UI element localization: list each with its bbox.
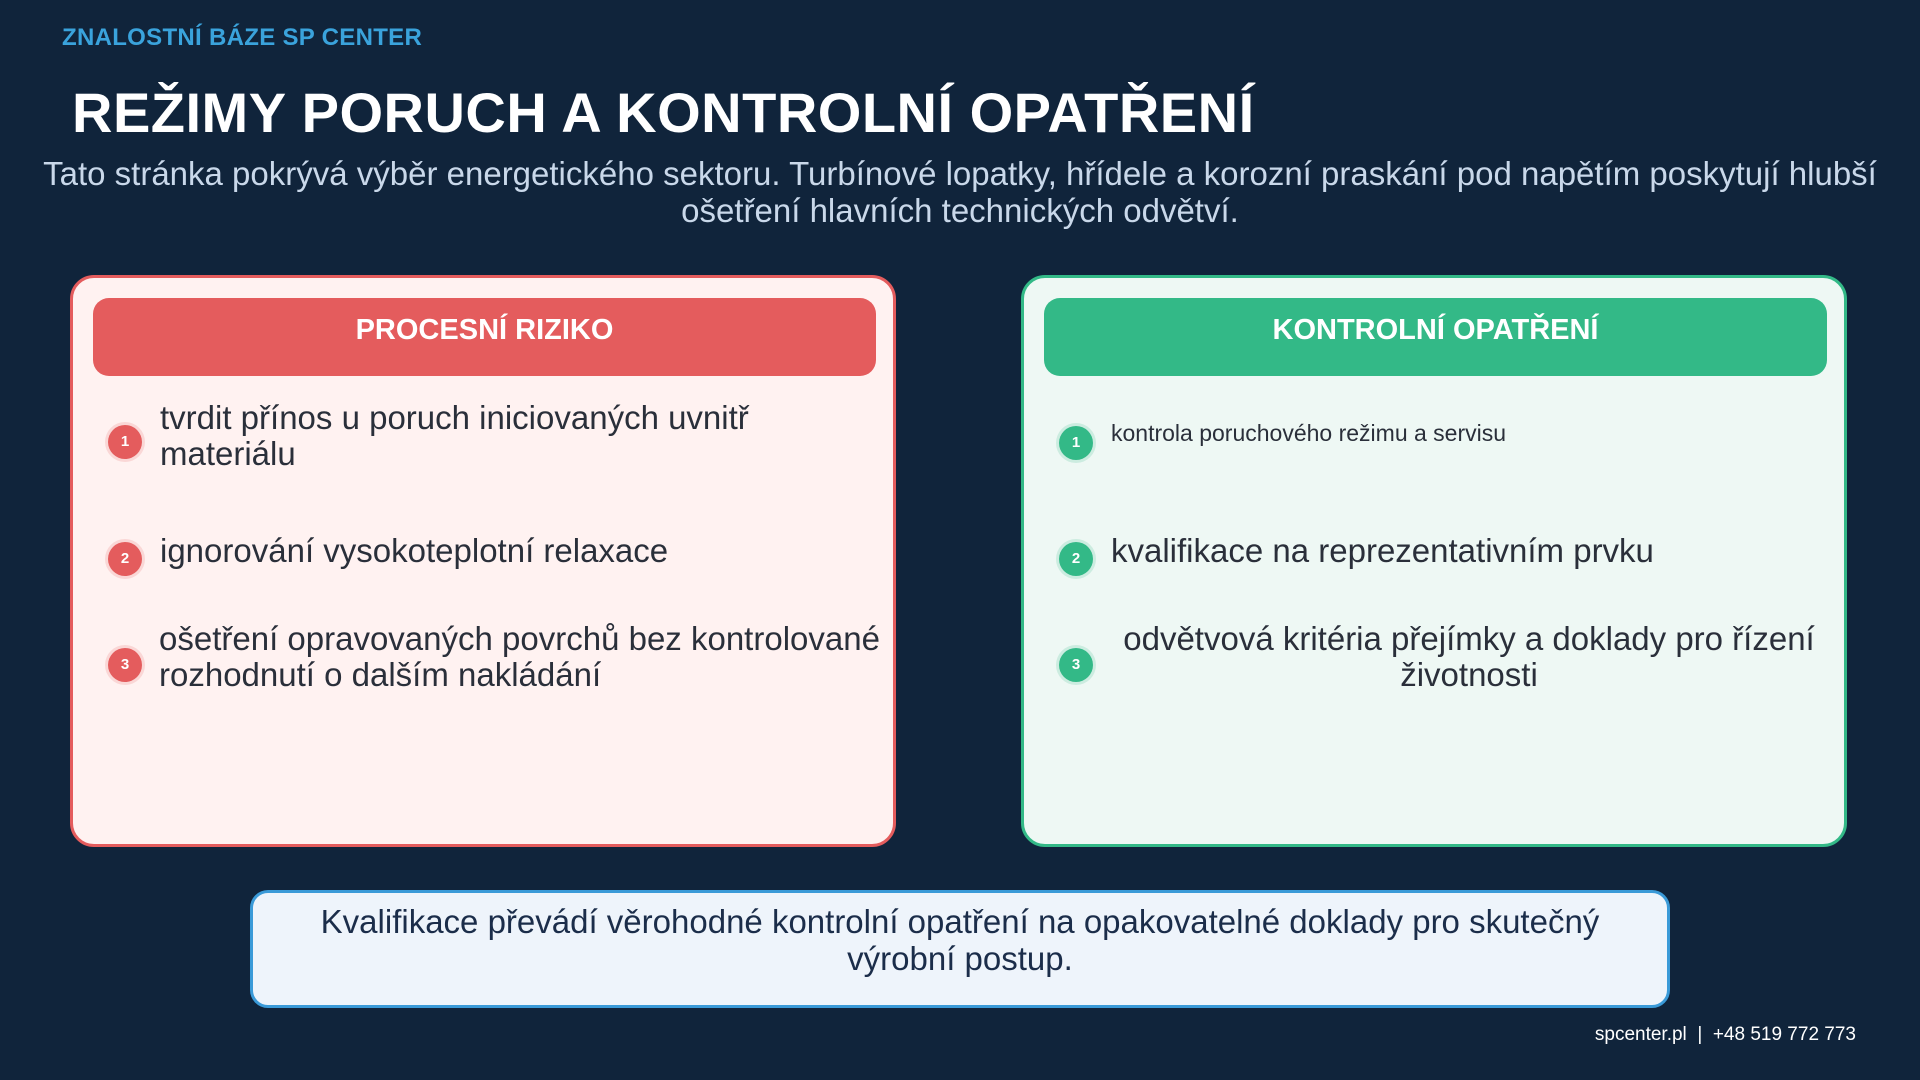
subtitle-line-2: ošetření hlavních technických odvětví. — [681, 192, 1239, 229]
risk-card — [70, 275, 896, 847]
risk-item — [73, 532, 899, 632]
control-item — [1024, 620, 1850, 738]
control-item-text: kvalifikace na reprezentativním prvku — [1111, 532, 1654, 569]
control-item — [1024, 532, 1850, 632]
control-item — [1024, 420, 1850, 516]
risk-item — [73, 400, 899, 490]
subtitle-line-1: Tato stránka pokrývá výběr energetického sektoru. Turbínové lopatky, hřídele a korozní praskání pod napětím poskytují hlubší — [43, 155, 1877, 192]
control-item-text — [1119, 621, 1819, 693]
risk-item-text: ignorování vysokoteplotní relaxace — [160, 532, 669, 569]
risk-item-text — [160, 400, 749, 472]
risk-item-text-line: materiálu — [160, 435, 296, 472]
summary-note-line-1: Kvalifikace převádí věrohodné kontrolní opatření na opakovatelné doklady pro skutečný — [320, 903, 1600, 940]
page-subtitle — [0, 155, 1920, 229]
contact-text: spcenter.pl | +48 519 772 773 — [1594, 1024, 1856, 1045]
risk-item-text-line: tvrdit přínos u poruch iniciovaných uvnitř — [160, 399, 749, 436]
risk-card-heading: PROCESNÍ RIZIKO — [93, 298, 876, 376]
number-badge: 2 — [1059, 542, 1093, 576]
number-badge: 2 — [108, 542, 142, 576]
number-badge: 3 — [108, 648, 142, 682]
number-badge: 1 — [108, 425, 142, 459]
risk-item-text-line: rozhodnutí o dalším nakládání — [159, 656, 602, 693]
summary-note-line-2: výrobní postup. — [847, 940, 1073, 977]
control-card-heading: KONTROLNÍ OPATŘENÍ — [1044, 298, 1827, 376]
control-item-text: kontrola poruchového režimu a servisu — [1111, 420, 1507, 446]
risk-item-text-line: ošetření opravovaných povrchů bez kontrolované — [159, 620, 880, 657]
risk-item-text — [159, 621, 880, 693]
risk-item — [73, 620, 899, 738]
summary-note — [250, 890, 1670, 1008]
control-card — [1021, 275, 1847, 847]
number-badge: 1 — [1059, 426, 1093, 460]
number-badge: 3 — [1059, 648, 1093, 682]
brand-label: ZNALOSTNÍ BÁZE SP CENTER — [62, 24, 423, 51]
control-item-text-line: odvětvová kritéria přejímky a doklady pro řízení — [1123, 620, 1815, 657]
contact-info — [1595, 1024, 1856, 1046]
control-item-text-line: životnosti — [1400, 656, 1538, 693]
page-title: REŽIMY PORUCH A KONTROLNÍ OPATŘENÍ — [72, 81, 1255, 144]
